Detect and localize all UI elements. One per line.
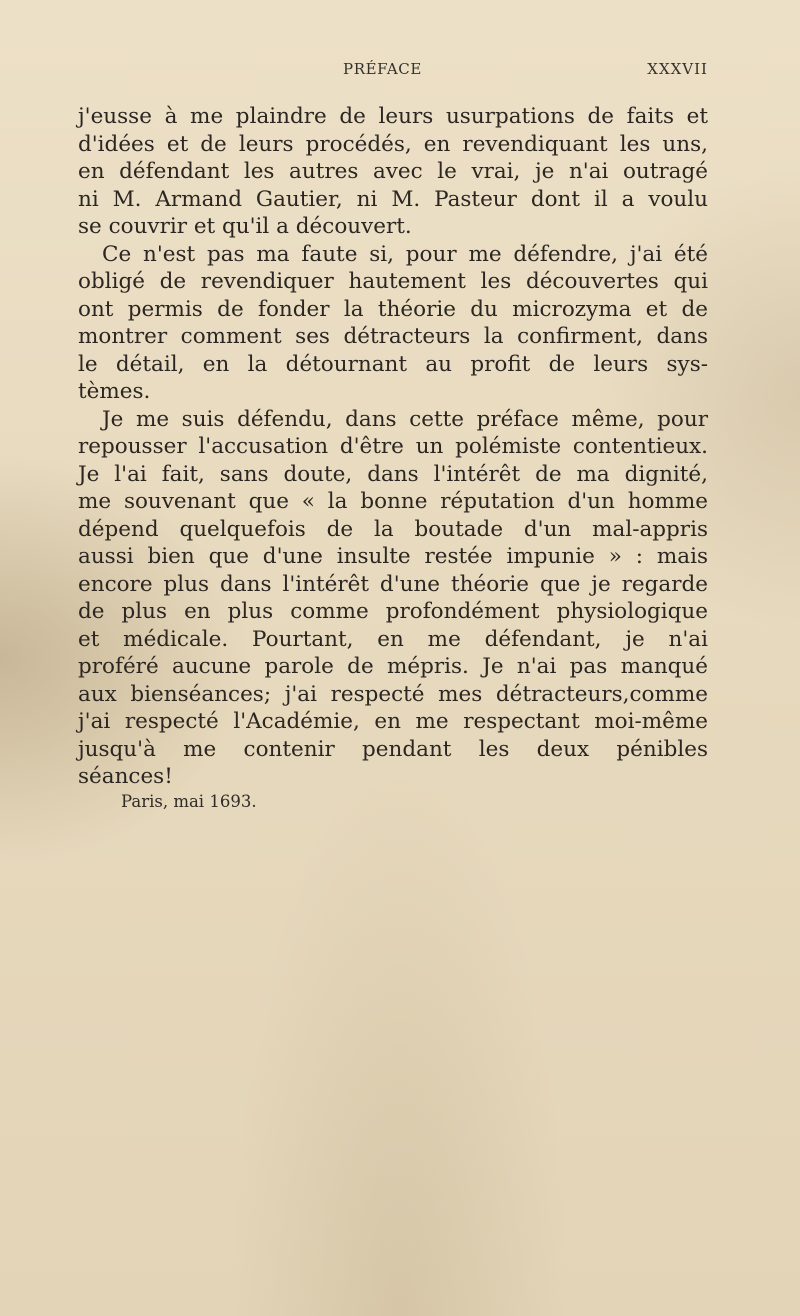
text-line: dépend quelquefois de la boutade d'un mal-appris	[78, 516, 708, 542]
place-date-signature: Paris, mai 1693.	[121, 792, 257, 811]
text-line: aux bienséances; j'ai respecté mes détracteurs,comme	[78, 681, 708, 707]
paragraph-start-line: Ce n'est pas ma faute si, pour me défendre, j'ai été	[102, 241, 708, 267]
text-line: en défendant les autres avec le vrai, je n'ai outragé	[78, 159, 708, 184]
text-line: et médicale. Pourtant, en me défendant, je n'ai	[78, 626, 708, 652]
paragraph-start-line: Je me suis défendu, dans cette préface même, pour	[102, 406, 708, 432]
text-line: ont permis de fonder la théorie du microzyma et de	[78, 296, 708, 322]
text-line: montrer comment ses détracteurs la confirment, dans	[78, 324, 708, 349]
text-line: j'ai respecté l'Académie, en me respectant moi-même	[78, 709, 708, 734]
text-line: jusqu'à me contenir pendant les deux pénibles	[78, 736, 708, 762]
text-line: séances!	[78, 764, 173, 789]
text-line: Je l'ai fait, sans doute, dans l'intérêt de ma dignité,	[78, 461, 708, 487]
body-text	[78, 103, 708, 791]
text-line: ni M. Armand Gautier, ni M. Pasteur dont il a voulu	[78, 186, 708, 212]
text-line: le détail, en la détournant au profit de leurs sys-	[78, 351, 708, 377]
text-line: de plus en plus comme profondément physiologique	[78, 599, 708, 624]
text-line: proféré aucune parole de mépris. Je n'ai pas manqué	[78, 654, 708, 679]
text-line: se couvrir et qu'il a découvert.	[78, 214, 412, 239]
text-line: d'idées et de leurs procédés, en revendiquant les uns,	[78, 131, 708, 157]
text-line: repousser l'accusation d'être un polémiste contentieux.	[78, 434, 708, 459]
text-line: aussi bien que d'une insulte restée impunie » : mais	[78, 544, 708, 569]
text-line: j'eusse à me plaindre de leurs usurpations de faits et	[78, 104, 708, 129]
text-line: tèmes.	[78, 379, 151, 404]
text-line: encore plus dans l'intérêt d'une théorie que je regarde	[78, 571, 708, 597]
page-number: XXXVII	[647, 60, 708, 78]
text-line: me souvenant que « la bonne réputation d'un homme	[78, 489, 708, 514]
text-line: obligé de revendiquer hautement les découvertes qui	[78, 269, 708, 294]
running-header	[78, 60, 708, 84]
running-title: PRÉFACE	[343, 60, 422, 78]
